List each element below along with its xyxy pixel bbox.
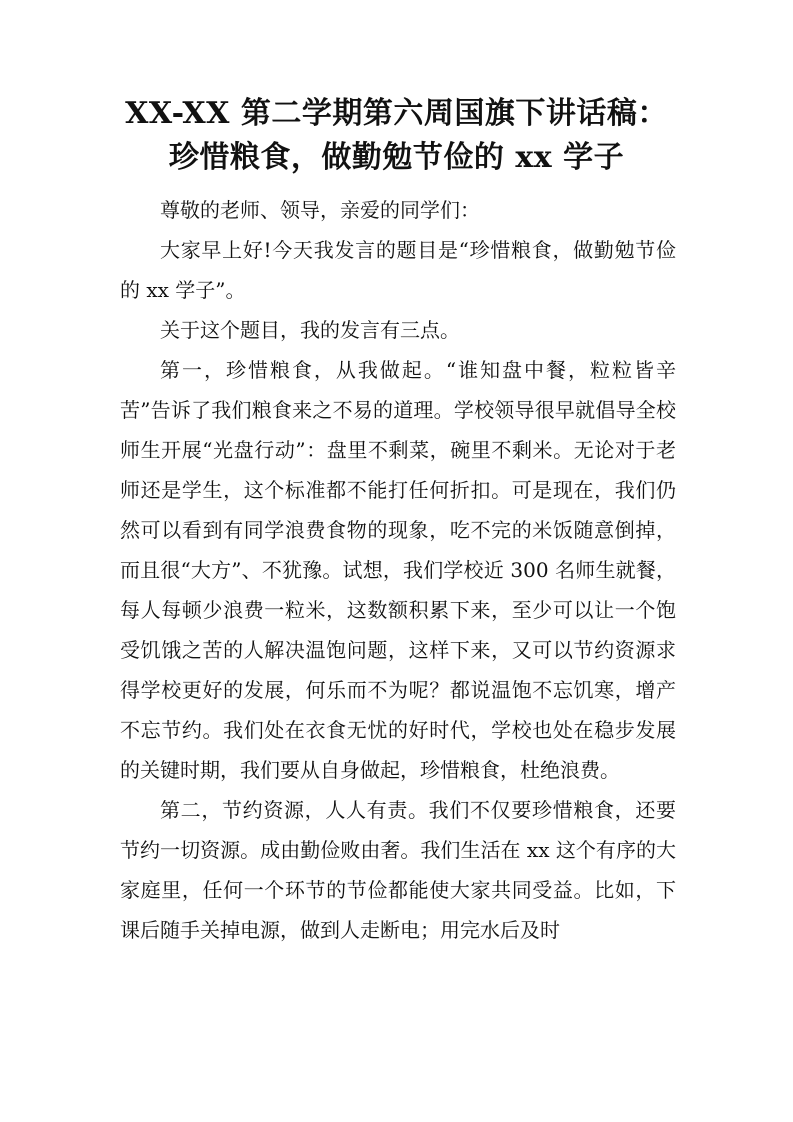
point-two-paragraph: 第二，节约资源，人人有责。我们不仅要珍惜粮食，还要节约一切资源。成由勤俭败由奢。我们生活在 xx 这个有序的大家庭里，任何一个环节的节俭都能使大家共同受益。比如，下课后随手关掉电源，做到人走断电；用完水后及时 [120,798,676,942]
title-line-2: 珍惜粮食，做勤勉节俭的 xx 学子 [168,140,625,175]
intro-paragraph: 关于这个题目，我的发言有三点。 [160,318,460,342]
document-title [100,92,693,180]
document-body [120,190,676,950]
title-line-1: XX-XX 第二学期第六周国旗下讲话稿： [125,96,668,131]
point-one-paragraph: 第一，珍惜粮食，从我做起。“谁知盘中餐，粒粒皆辛苦”告诉了我们粮食来之不易的道理。学校领导很早就倡导全校师生开展“光盘行动”：盘里不剩菜，碗里不剩米。无论对于老师还是学生，这个标准都不能打任何折扣。可是现在，我们仍然可以看到有同学浪费食物的现象，吃不完的米饭随意倒掉，而且很“大方”、不犹豫。试想，我们学校近 300 名师生就餐，每人每顿少浪费一粒米，这数额积累下来，至少可以让一个饱受饥饿之苦的人解决温饱问题，这样下来，又可以节约资源求得学校更好的发展，何乐而不为呢？都说温饱不忘饥寒，增产不忘节约。我们处在衣食无忧的好时代，学校也处在稳步发展的关键时期，我们要从自身做起，珍惜粮食，杜绝浪费。 [120,358,676,782]
greeting-paragraph: 大家早上好!今天我发言的题目是“珍惜粮食，做勤勉节俭的 xx 学子”。 [120,238,676,302]
salutation-paragraph: 尊敬的老师、领导，亲爱的同学们： [160,198,480,222]
